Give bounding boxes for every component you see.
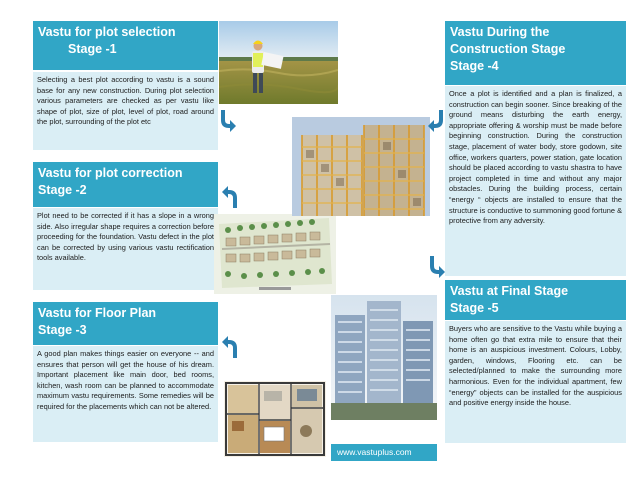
stage1-subtitle: Stage -1 bbox=[68, 42, 117, 56]
stage5-title: Vastu at Final Stage bbox=[450, 284, 569, 298]
stage4-title: Vastu During the Construction Stage bbox=[450, 25, 566, 56]
stage1-title: Vastu for plot selection bbox=[38, 25, 176, 39]
stage2-subtitle: Stage -2 bbox=[38, 183, 87, 197]
stage4-subtitle: Stage -4 bbox=[450, 59, 499, 73]
finished-apartment-towers-photo bbox=[331, 295, 437, 420]
curved-arrow-icon bbox=[219, 108, 237, 132]
curved-arrow-icon bbox=[219, 336, 239, 360]
stage3-subtitle: Stage -3 bbox=[38, 323, 87, 337]
curved-arrow-icon bbox=[427, 108, 445, 132]
stage3-text: A good plan makes things easier on everyone -- and ensures that person will get the house of his dream. Important placement like main door, bed rooms, kitchen, wash room can be planned to accommodate maximum vastu requirements. Some remedies will be required for the placements which can not be altered. bbox=[33, 346, 218, 442]
stage2-text: Plot need to be corrected if it has a slope in a wrong side. Also irregular shape requires a correction before proceeding for the foundation. Vastu defect in the plot can be corrected by using various vastu rectification tools available. bbox=[33, 208, 218, 290]
plot-layout-plan-photo bbox=[214, 214, 336, 294]
man-in-field-photo bbox=[219, 21, 338, 104]
stage2-title: Vastu for plot correction bbox=[38, 166, 183, 180]
stage2-header bbox=[33, 162, 218, 207]
stage1-text: Selecting a best plot according to vastu is a sound base for any new construction. During plot selection various parameters are checked as per vastu like shape of plot, size of plot, level of plot, road around the plot, surrounding of the plot etc bbox=[33, 72, 218, 150]
stage3-header bbox=[33, 302, 218, 345]
stage1-header bbox=[33, 21, 218, 70]
stage5-subtitle: Stage -5 bbox=[450, 301, 499, 315]
stage4-header bbox=[445, 21, 626, 85]
curved-arrow-icon bbox=[428, 254, 446, 278]
stage4-text: Once a plot is identified and a plan is finalized, a construction can begin sooner. Since breaking of the ground means disturbing the earth energy, appropriate offering & worship must be made before beginning construction. During the construction stage, placement of water body, store godown, site office, workers quarters, power station, gate location should be placed according to vastu shastra to have project completed in time and without any major obstacles. During the building process, certain “energy “ objects are installed to ensure that the structure is conductive to summoning good fortune & protective from any adversity. bbox=[445, 86, 626, 276]
website-url[interactable]: www.vastuplus.com bbox=[331, 444, 437, 461]
stage5-header bbox=[445, 280, 626, 320]
stage5-text: Buyers who are sensitive to the Vastu while buying a home often go that extra mile to ensure that their home is an auspicious investment. Colours, Lobby, garden, windows, Flooring etc. can be selected/planned to make the surrounding more harmonious. Even for the individual apartment, few “energy” objects can be installed for the auspicious and positive energy inside the house. bbox=[445, 321, 626, 443]
building-construction-photo bbox=[292, 117, 430, 216]
floor-plan-photo bbox=[224, 381, 326, 457]
stage3-title: Vastu for Floor Plan bbox=[38, 306, 157, 320]
curved-arrow-icon bbox=[219, 186, 239, 210]
